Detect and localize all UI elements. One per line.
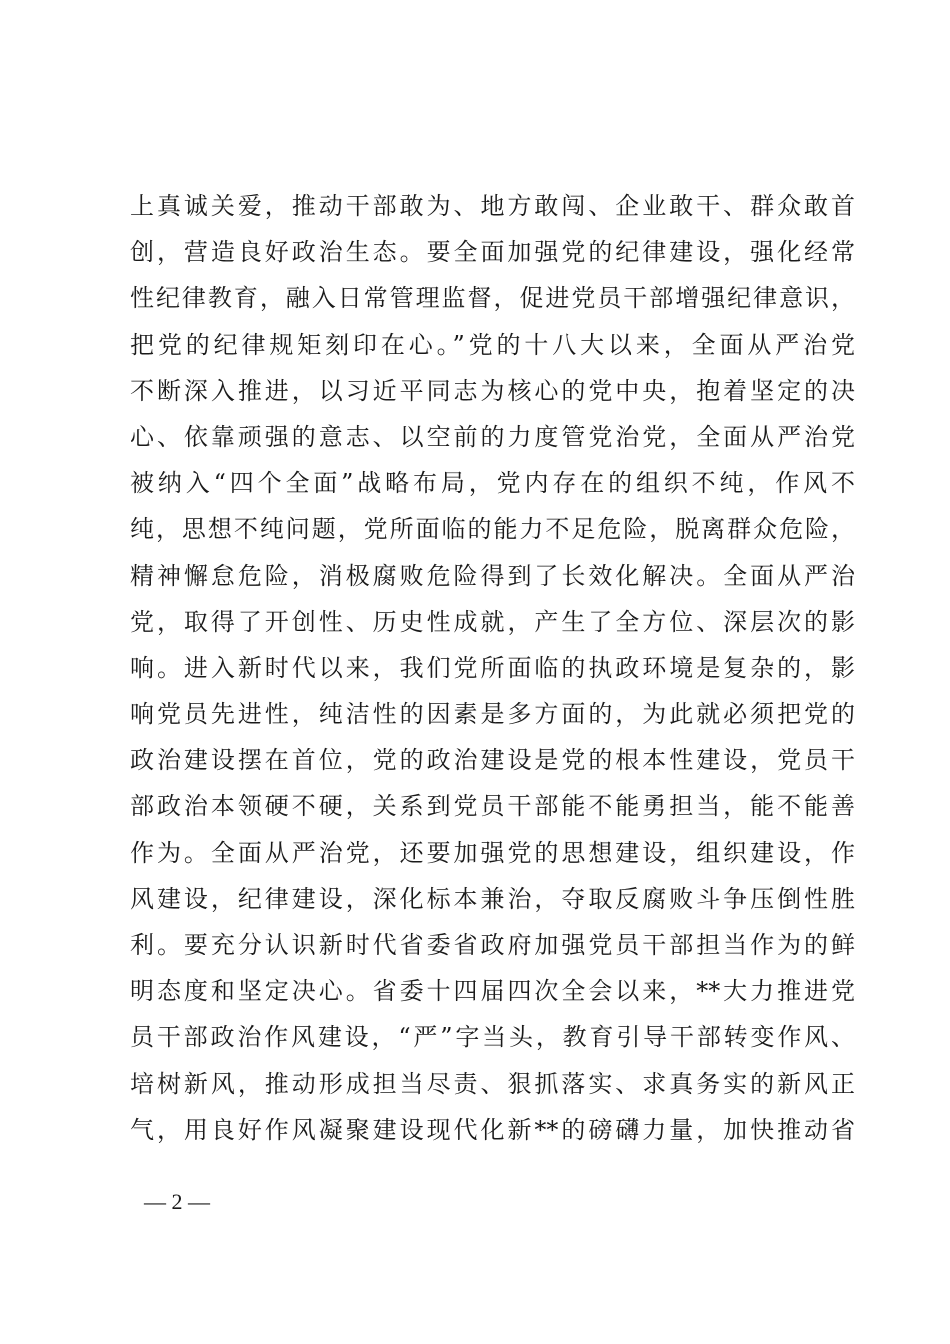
- text-line: 员干部政治作风建设，“严”字当头，教育引导干部转变作风、: [130, 1023, 855, 1052]
- text-line: 被纳入“四个全面”战略布局，党内存在的组织不纯，作风不: [130, 469, 855, 498]
- text-line: 培树新风，推动形成担当尽责、狠抓落实、求真务实的新风正: [130, 1069, 855, 1098]
- text-line: 党，取得了开创性、历史性成就，产生了全方位、深层次的影: [130, 607, 855, 636]
- text-line: 性纪律教育，融入日常管理监督，促进党员干部增强纪律意识，: [130, 284, 855, 313]
- text-line: 创，营造良好政治生态。要全面加强党的纪律建设，强化经常: [130, 238, 855, 267]
- text-line: 不断深入推进，以习近平同志为核心的党中央，抱着坚定的决: [130, 376, 855, 405]
- text-line: 纯，思想不纯问题，党所面临的能力不足危险，脱离群众危险，: [130, 515, 855, 544]
- text-line: 上真诚关爱，推动干部敢为、地方敢闯、企业敢干、群众敢首: [130, 192, 855, 220]
- body-paragraph: [130, 183, 855, 1153]
- text-line: 响党员先进性，纯洁性的因素是多方面的，为此就必须把党的: [130, 700, 855, 729]
- text-line: 利。要充分认识新时代省委省政府加强党员干部担当作为的鲜: [130, 931, 855, 959]
- text-line: 把党的纪律规矩刻印在心。”党的十八大以来，全面从严治党: [130, 330, 855, 359]
- page-number: — 2 —: [144, 1189, 210, 1214]
- text-line: 精神懈怠危险，消极腐败危险得到了长效化解决。全面从严治: [130, 561, 855, 590]
- text-line: 部政治本领硬不硬，关系到党员干部能不能勇担当，能不能善: [130, 792, 855, 821]
- text-line: 气，用良好作风凝聚建设现代化新**的磅礴力量，加快推动省: [130, 1115, 855, 1144]
- text-line: 风建设，纪律建设，深化标本兼治，夺取反腐败斗争压倒性胜: [130, 884, 855, 913]
- text-line: 明态度和坚定决心。省委十四届四次全会以来，**大力推进党: [130, 977, 855, 1006]
- text-line: 响。进入新时代以来，我们党所面临的执政环境是复杂的，影: [130, 653, 855, 682]
- text-line: 作为。全面从严治党，还要加强党的思想建设，组织建设，作: [130, 838, 855, 867]
- text-line: 政治建设摆在首位，党的政治建设是党的根本性建设，党员干: [130, 746, 855, 775]
- text-line: 心、依靠顽强的意志、以空前的力度管党治党，全面从严治党: [130, 422, 855, 451]
